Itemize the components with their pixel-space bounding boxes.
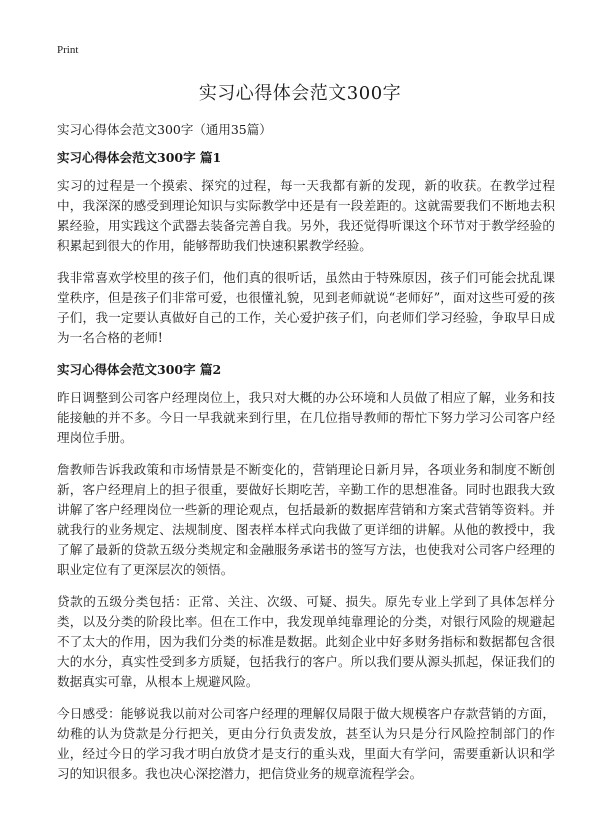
section-2 [57,360,555,784]
section-1 [57,148,555,348]
paragraph: 昨日调整到公司客户经理岗位上，我只对大概的办公环境和人员做了相应了解，业务和技能接触的并不多。今日一早我就来到行里，在几位指导教师的帮忙下努力学习公司客户经理岗位手册。 [57,390,555,445]
paragraph: 今日感受：能够说我以前对公司客户经理的理解仅局限于做大规模客户存款营销的方面，幼稚的认为贷款是分行把关，更由分行负责发放，甚至认为只是分行风险控制部门的作业，经过今日的学习我才明白放贷才是支行的重头戏，里面大有学问，需要重新认识和学习的知识很多。我也决心深挖潜力，把信贷业务的规章流程学会。 [57,706,555,781]
paragraph: 詹教师告诉我政策和市场情景是不断变化的，营销理论日新月异，各项业务和制度不断创新，客户经理肩上的担子很重，要做好长期吃苦，辛勤工作的思想准备。同时也跟我大致讲解了客户经理岗位一些新的理论观点，包括最新的数据库营销和方案式营销等资料。并就我行的业务规定、法规制度、图表样本样式向我做了更详细的讲解。从他的教授中，我了解了最新的贷款五级分类规定和金融服务承诺书的签写方法，也使我对公司客户经理的职业定位有了更深层次的领悟。 [57,462,555,577]
section-heading: 实习心得体会范文300字 篇1 [57,150,222,165]
paragraph: 我非常喜欢学校里的孩子们，他们真的很听话，虽然由于特殊原因，孩子们可能会扰乱课堂秩序，但是孩子们非常可爱，也很懂礼貌，见到老师就说“老师好”，面对这些可爱的孩子们，我一定要认真做好自己的工作，关心爱护孩子们，向老师们学习经验，争取早日成为一名合格的老师! [57,270,555,345]
section-heading: 实习心得体会范文300字 篇2 [57,362,222,377]
paragraph: 实习的过程是一个摸索、探究的过程，每一天我都有新的发现，新的收获。在教学过程中，我深深的感受到理论知识与实际教学中还是有一段差距的。这就需要我们不断地去积累经验，用实践这个武器去装备完善自我。另外，我还觉得听课这个环节对于教学经验的积累起到很大的作用，能够帮助我们快速积累教学经验。 [57,178,555,253]
document-subtitle: 实习心得体会范文300字（通用35篇） [57,122,272,137]
paragraph: 贷款的五级分类包括：正常、关注、次级、可疑、损失。原先专业上学到了具体怎样分类，以及分类的阶段比率。但在工作中，我发现单纯靠理论的分类，对银行风险的规避起不了太大的作用，因为我们分类的标准是数据。此刻企业中好多财务指标和数据都包含很大的水分，真实性受到多方质疑，包括我行的客户。所以我们要从源头抓起，保证我们的数据真实可靠，从根本上规避风险。 [57,594,555,689]
print-link[interactable]: Print [57,44,79,56]
document-body [57,148,555,796]
page-title: 实习心得体会范文300字 [198,83,402,104]
